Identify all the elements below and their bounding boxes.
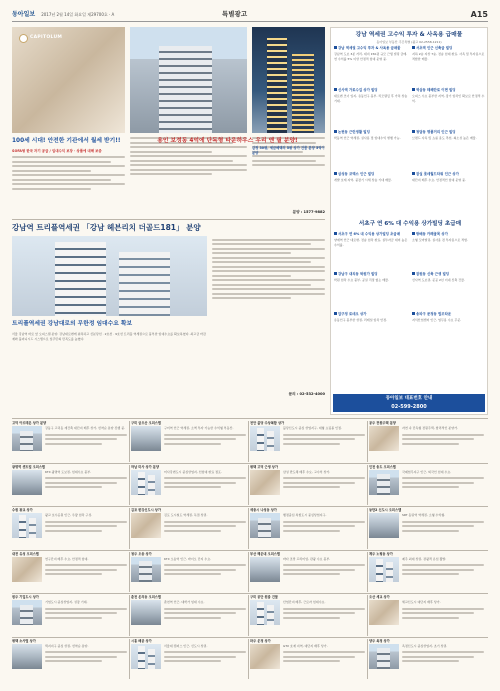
bullet-icon bbox=[412, 88, 415, 91]
page-number: A15 bbox=[470, 9, 488, 19]
grid-divider bbox=[12, 463, 488, 464]
listing-text bbox=[402, 426, 484, 447]
listing-body: 제주 최대 상권, 관광객 유입 활발. bbox=[402, 556, 447, 561]
panel-item-body: 강남역 도보 3분 거리, 대지 150평 규모 근생 빌딩 급매. 연 수익률 5% 이상 안정적 임대 운영 중. bbox=[334, 52, 408, 62]
panel-item-head: 신사역 가로수길 상가 빌딩 bbox=[334, 88, 408, 93]
grid-divider bbox=[367, 465, 368, 506]
panel-item bbox=[412, 46, 486, 62]
listing-cell bbox=[250, 508, 366, 549]
listing-title: 대전 유성 오피스텔 bbox=[12, 551, 39, 556]
section-title: 특별광고 bbox=[222, 9, 248, 18]
gangnam-headline: 강남역 트리플역세권 「강남 헤븐리치 더골드181」 분양 bbox=[12, 223, 201, 232]
panel-contact-phone: 02-599-2800 bbox=[391, 404, 427, 410]
listing-body: 산업단지 배후, 근로자 임대수요. bbox=[283, 600, 326, 604]
listing-text bbox=[164, 644, 246, 665]
panel-mid-item-head: 서초구 연 6% 대 수익용 상가빌딩 초급매 bbox=[334, 232, 408, 237]
listing-body: 구미역 인근 역세권, 소액 투자 가능한 수익형 부동산. bbox=[164, 426, 234, 430]
listing-text bbox=[45, 600, 127, 621]
center-photo-col bbox=[130, 27, 247, 217]
listing-photo bbox=[250, 426, 280, 451]
listing-title: 구미 금오산 오피스텔 bbox=[131, 421, 161, 425]
grid-divider bbox=[367, 552, 368, 593]
listing-title: 부산 해운대 오피스텔 bbox=[250, 551, 280, 556]
listing-text bbox=[164, 470, 246, 491]
listing-text bbox=[45, 644, 127, 665]
panel-item bbox=[334, 88, 408, 104]
listing-cell bbox=[369, 421, 485, 462]
listing-text bbox=[402, 470, 484, 491]
listing-body: 미사강변도시 중심상업지, 선임대 완료 점포. bbox=[164, 469, 222, 474]
panel-item-body: 개발 호재 지역, 중장기 시세 상승 기대 매물. bbox=[334, 178, 392, 183]
listing-body: 택지지구 중심 상권, 선착순 분양. bbox=[45, 643, 89, 648]
panel-item-head: 삼성동 코엑스 인근 빌딩 bbox=[334, 172, 408, 177]
listing-photo bbox=[12, 557, 42, 582]
gangnam-text-col bbox=[212, 236, 325, 302]
listing-title: 제주 노형동 상가 bbox=[369, 551, 393, 556]
panel-item-body: 지하 2층 지상 7층, 전층 임대 완료. 사옥 및 투자용으로 적합한 매물. bbox=[412, 52, 485, 62]
gangnam-subhead-wrap bbox=[12, 320, 207, 342]
bullet-icon bbox=[334, 232, 337, 235]
bullet-icon bbox=[334, 312, 337, 315]
panel-mid-item bbox=[334, 232, 408, 248]
listing-title: 원주 기업도시 상가 bbox=[12, 595, 39, 599]
grid-divider bbox=[248, 421, 249, 462]
bullet-icon bbox=[334, 272, 337, 275]
divider bbox=[12, 219, 325, 220]
listing-cell bbox=[369, 465, 485, 506]
panel-mid-item-body: 소형 꼬마빌딩, 실사용 겸 투자용으로 적합. bbox=[412, 238, 468, 243]
listing-title: 고덕 아르테온 상가 분양 bbox=[12, 421, 47, 425]
listing-photo bbox=[250, 644, 280, 669]
listing-text bbox=[402, 513, 484, 534]
listing-cell bbox=[131, 552, 247, 593]
listing-cell bbox=[12, 595, 128, 636]
listing-cell bbox=[131, 465, 247, 506]
listing-title: 양주 옥정 상가 bbox=[369, 638, 390, 643]
listing-body: 춘천역 인근, 대학가 임대 수요. bbox=[164, 600, 205, 604]
panel-item bbox=[334, 46, 408, 62]
panel-item bbox=[334, 130, 408, 141]
grid-divider bbox=[12, 550, 488, 551]
newspaper-name: 동아일보 bbox=[12, 11, 36, 18]
listing-photo bbox=[369, 557, 399, 582]
listing-body: 행정중심 복합도시 중심상업지구. bbox=[283, 513, 327, 517]
listing-text bbox=[283, 470, 365, 491]
center-headline-wrap bbox=[130, 137, 325, 146]
listing-body: 연구단지 배후 수요, 안정적 임대. bbox=[45, 556, 89, 561]
listing-body: KTX 오송역 인근, 바이오 단지 수요. bbox=[164, 556, 212, 561]
listing-text bbox=[283, 557, 365, 578]
listing-title: 동탄2 신도시 오피스텔 bbox=[369, 508, 402, 512]
listing-body: 국제업무지구 인근, 외국인 임대 수요. bbox=[402, 469, 452, 474]
listing-cell bbox=[12, 639, 128, 680]
panel-mid-item-head: 압구정 로데오 상가 bbox=[334, 312, 408, 317]
listing-cell bbox=[12, 552, 128, 593]
listing-text bbox=[164, 426, 246, 447]
panel-item-body: 대단지 배후 수요, 안정적인 임대 운영 중. bbox=[412, 178, 466, 183]
listing-photo bbox=[369, 513, 399, 538]
center-night-photo bbox=[252, 27, 325, 133]
real-estate-panel bbox=[330, 27, 488, 415]
listing-photo bbox=[369, 644, 399, 669]
listing-text bbox=[45, 513, 127, 534]
grid-divider bbox=[367, 508, 368, 549]
panel-mid-item bbox=[412, 312, 486, 323]
grid-divider bbox=[129, 595, 130, 636]
listing-cell bbox=[12, 465, 128, 506]
bullet-icon bbox=[334, 88, 337, 91]
listing-cell bbox=[369, 508, 485, 549]
listing-body: 세교신도시 대단지 배후 상가. bbox=[402, 600, 441, 604]
gangnam-photo-col bbox=[12, 236, 207, 316]
grid-divider bbox=[367, 421, 368, 462]
listing-text bbox=[402, 600, 484, 621]
listing-cell bbox=[131, 508, 247, 549]
bullet-icon bbox=[334, 46, 337, 49]
listing-photo bbox=[131, 644, 161, 669]
listing-body: 자연 속 단독형 전원주택, 합리적인 분양가. bbox=[402, 426, 458, 430]
listing-photo bbox=[12, 644, 42, 669]
listing-cell bbox=[131, 421, 247, 462]
panel-contact bbox=[333, 394, 485, 412]
center-sub-wrap bbox=[252, 146, 325, 156]
grid-divider bbox=[129, 421, 130, 462]
listing-body: SRT 동탄역 역세권, 소형 수익형. bbox=[402, 513, 446, 517]
center-ad bbox=[252, 27, 325, 217]
listing-text bbox=[283, 644, 365, 665]
listing-body: GTX 호재 지역, 대단지 배후 상가. bbox=[283, 643, 328, 648]
capitol-ad bbox=[12, 27, 125, 217]
listing-cell bbox=[369, 595, 485, 636]
listing-text bbox=[164, 600, 246, 621]
bullet-icon bbox=[412, 232, 415, 235]
grid-divider bbox=[367, 595, 368, 636]
listing-title: 춘천 온의동 오피스텔 bbox=[131, 595, 161, 599]
listing-text bbox=[283, 513, 365, 534]
listing-title: 광명역 센트럴 오피스텔 bbox=[12, 464, 46, 469]
panel-item-body: 브랜드 사옥 및 쇼룸 용도 추천, 희소성 높은 매물. bbox=[412, 136, 477, 141]
listing-photo bbox=[250, 470, 280, 495]
grid-divider bbox=[248, 508, 249, 549]
listing-text bbox=[402, 644, 484, 665]
capitol-photo bbox=[12, 27, 125, 133]
panel-item bbox=[412, 88, 486, 104]
listing-body: 삼성 반도체 배후 수요, 고수익 상가. bbox=[283, 469, 331, 474]
panel-item-head: 논현동 근린생활 빌딩 bbox=[334, 130, 408, 135]
listing-cell bbox=[250, 595, 366, 636]
panel-mid-item-head: 강남구 대치동 학원가 빌딩 bbox=[334, 272, 408, 277]
divider bbox=[12, 418, 488, 419]
listing-photo bbox=[12, 600, 42, 625]
panel-mid-item bbox=[412, 272, 486, 283]
grid-divider bbox=[129, 508, 130, 549]
center-headline: 용인 보정동 4억에 단독형 타운하우스 우리 앤 필 분양! bbox=[157, 138, 298, 144]
listing-cell bbox=[369, 639, 485, 680]
listing-cell bbox=[250, 465, 366, 506]
gangnam-headline-wrap bbox=[12, 222, 325, 233]
listing-photo bbox=[12, 513, 42, 538]
listing-title: 세종시 나성동 상가 bbox=[250, 508, 277, 512]
bullet-icon bbox=[412, 46, 415, 49]
panel-item-head: 강남 역세권 고수익 투자 & 사옥용 급매물 bbox=[334, 46, 408, 51]
bullet-icon bbox=[412, 130, 415, 133]
panel-title: 강남 역세권 고수익 투자 & 사옥용 급매물 bbox=[355, 32, 463, 38]
listing-title: 평택 고덕 근생 상가 bbox=[250, 464, 278, 469]
listing-photo bbox=[12, 470, 42, 495]
panel-mid-item bbox=[334, 312, 408, 323]
listing-title: 김포 한강신도시 상가 bbox=[131, 508, 161, 512]
listing-cell bbox=[369, 552, 485, 593]
grid-divider bbox=[12, 593, 488, 594]
listing-photo bbox=[131, 557, 161, 582]
listing-title: 오산 세교 상가 bbox=[369, 595, 390, 599]
listing-body: 옥정신도시 중심상업지, 초기 상권. bbox=[402, 643, 448, 648]
panel-mid-item bbox=[334, 272, 408, 283]
panel-mid-item-head: 송파구 문정동 법조타운 bbox=[412, 312, 486, 317]
listing-title: 파주 운정 상가 bbox=[250, 638, 271, 643]
panel-mid-item bbox=[412, 232, 486, 243]
listing-text bbox=[164, 513, 246, 534]
listing-text bbox=[402, 557, 484, 578]
panel-item-head: 잠실 롯데월드타워 인근 상가 bbox=[412, 172, 486, 177]
panel-item-body: 대로변 코너 입지, 유동인구 풍부. 리모델링 후 가치 상승 기대. bbox=[334, 94, 408, 104]
listing-title: 수원 광교 상가 bbox=[12, 508, 33, 512]
listing-body: KTX 광명역 도보권, 임대수요 풍부. bbox=[45, 469, 92, 474]
listing-title: 평택 소사벌 상가 bbox=[12, 638, 36, 643]
listing-body: 바다 조망 프리미엄, 관광 수요 풍부. bbox=[283, 556, 331, 561]
panel-item-body: 학동역 인근 역세권, 실사용 및 임대수익 병행 가능. bbox=[334, 136, 401, 141]
listing-text bbox=[283, 600, 365, 621]
listing-title: 시흥 배곧 상가 bbox=[131, 638, 152, 643]
center-phone: 분양 : 1577-9882 bbox=[292, 210, 325, 214]
grid-divider bbox=[248, 465, 249, 506]
grid-divider bbox=[248, 595, 249, 636]
listing-text bbox=[45, 557, 127, 578]
panel-mid-item-body: 신사역 도보권, 준공 2년 이내 신축 건물. bbox=[412, 278, 466, 283]
listing-photo bbox=[12, 426, 42, 451]
listing-title: 하남 미사 상가 분양 bbox=[131, 464, 159, 469]
panel-source: 동아일보 부동산 주간특별 (광고 02-2558-1211) bbox=[376, 39, 442, 44]
capitol-body bbox=[12, 156, 125, 190]
listing-photo bbox=[369, 426, 399, 451]
panel-mid-item-head: 방배동 카페골목 상가 bbox=[412, 232, 486, 237]
panel-mid-item-head: 잠원동 신축 근생 빌딩 bbox=[412, 272, 486, 277]
listing-title: 청주 오송 상가 bbox=[131, 551, 152, 556]
grid-divider bbox=[12, 506, 488, 507]
capitol-headline: 100세 시대! 안전한 기관에서 월세 받기!! bbox=[12, 138, 121, 144]
listing-cell bbox=[131, 595, 247, 636]
listing-text bbox=[45, 426, 127, 447]
panel-mid-item-body: 지식산업센터 인근, 업무용 수요 꾸준. bbox=[412, 318, 462, 323]
listing-photo bbox=[131, 426, 161, 451]
panel-item-head: 역삼동 테헤란로 이면 빌딩 bbox=[412, 88, 486, 93]
listing-title: 인천 송도 오피스텔 bbox=[369, 464, 396, 469]
listing-cell bbox=[250, 421, 366, 462]
dateline: 2017년 2월 14일 화요일 제29700호 · A bbox=[41, 11, 115, 17]
panel-item-head: 서초역 인근 신축급 빌딩 bbox=[412, 46, 486, 51]
capitol-logo-mark-icon bbox=[19, 34, 28, 43]
listing-photo bbox=[131, 513, 161, 538]
bullet-icon bbox=[334, 172, 337, 175]
listing-body: 광교 호수공원 인근, 우량 임차 구성. bbox=[45, 513, 93, 517]
listing-text bbox=[45, 470, 127, 491]
bullet-icon bbox=[412, 312, 415, 315]
listing-body: 불당신도시 중심 상업지구, 대형 쇼핑몰 인접. bbox=[283, 426, 342, 430]
grid-divider bbox=[129, 552, 130, 593]
gangnam-phone: 문의 : 02-532-4000 bbox=[288, 392, 325, 396]
grid-divider bbox=[129, 639, 130, 680]
listing-title: 공주 전원주택 분양 bbox=[369, 421, 396, 425]
capitol-logo: CAPITOLUM bbox=[19, 34, 62, 43]
panel-mid-item-body: 양재역 인근 대로변, 전층 임차 완료, 실투자금 대비 높은 수익률. bbox=[334, 238, 408, 248]
listing-photo bbox=[369, 470, 399, 495]
bullet-icon bbox=[412, 272, 415, 275]
center-phone-wrap bbox=[252, 210, 325, 215]
grid-divider bbox=[248, 639, 249, 680]
listing-photo bbox=[131, 600, 161, 625]
grid-divider bbox=[129, 465, 130, 506]
capitol-subhead: SOFA형 한국 자기 공급 / 임대수익 보장 · 상품에 대해 보증 bbox=[12, 148, 102, 153]
listing-photo bbox=[369, 600, 399, 625]
gangnam-building-photo bbox=[12, 236, 207, 316]
listing-body: 강동구 고덕동 재건축 대단지 배후 상가, 선착순 분양 진행 중. bbox=[45, 426, 126, 430]
gangnam-phone-wrap bbox=[212, 392, 325, 397]
listing-cell bbox=[12, 421, 128, 462]
listing-cell bbox=[250, 639, 366, 680]
listing-title: 천안 불당 주상복합 상가 bbox=[250, 421, 285, 425]
bullet-icon bbox=[412, 172, 415, 175]
listing-cell bbox=[250, 552, 366, 593]
listing-title: 구미 공단 원룸 건물 bbox=[250, 595, 278, 599]
panel-mid-item-body: 학원 임차 수요 풍부, 공실 걱정 없는 매물. bbox=[334, 278, 389, 283]
grid-divider bbox=[248, 552, 249, 593]
grid-divider bbox=[12, 637, 488, 638]
listing-body: 김포 도시철도 역세권, 독점 상권. bbox=[164, 513, 208, 517]
bullet-icon bbox=[334, 130, 337, 133]
listing-photo bbox=[131, 470, 161, 495]
grid-divider bbox=[367, 639, 368, 680]
panel-mid-title: 서초구 연 6% 대 수익용 상가빌딩 초급매 bbox=[358, 221, 462, 227]
panel-mid-item-body: 유동인구 풍부한 상권, 리테일 임차 안정. bbox=[334, 318, 388, 323]
panel-item bbox=[412, 130, 486, 141]
listing-photo bbox=[250, 600, 280, 625]
panel-item bbox=[412, 172, 486, 183]
listing-photo bbox=[250, 557, 280, 582]
page-header bbox=[12, 8, 488, 22]
listing-cell bbox=[131, 639, 247, 680]
listing-body: 서울대 캠퍼스 인근, 신도시 상권. bbox=[164, 643, 208, 648]
listing-text bbox=[164, 557, 246, 578]
gangnam-subhead: 트리플역세권 강남대로의 무한정 임대수요 확보 bbox=[12, 321, 133, 327]
center-building-photo bbox=[130, 27, 247, 133]
listing-text bbox=[283, 426, 365, 447]
center-subhead: 감정 30평, 세금혜택의 5평 상가 건물 분양 5억이 분양 bbox=[252, 146, 325, 155]
listing-body: 기업도시 중심상업지, 성장 기대. bbox=[45, 600, 88, 604]
gangnam-body: 서울 강남역 바로 앞 오피스텔 분양. 강남대로변에 위치하고 신분당선 · 2호선 · 9호선 트리플 역세권으로 풍부한 임대수요를 확보하였다. 최고급 마감재와 풀퍼니시드 시스템으로 입주민의 만족도를 높였다. bbox=[12, 331, 206, 341]
panel-item-body: 오피스 수요 풍부한 지역, 장기 임차인 확보로 안정적 수익. bbox=[412, 94, 485, 104]
panel-item-head: 청담동 명품거리 인근 빌딩 bbox=[412, 130, 486, 135]
panel-contact-title: 동아일보 대표번호 안내 bbox=[385, 396, 433, 401]
panel-item bbox=[334, 172, 408, 183]
listing-photo bbox=[250, 513, 280, 538]
listing-cell bbox=[12, 508, 128, 549]
